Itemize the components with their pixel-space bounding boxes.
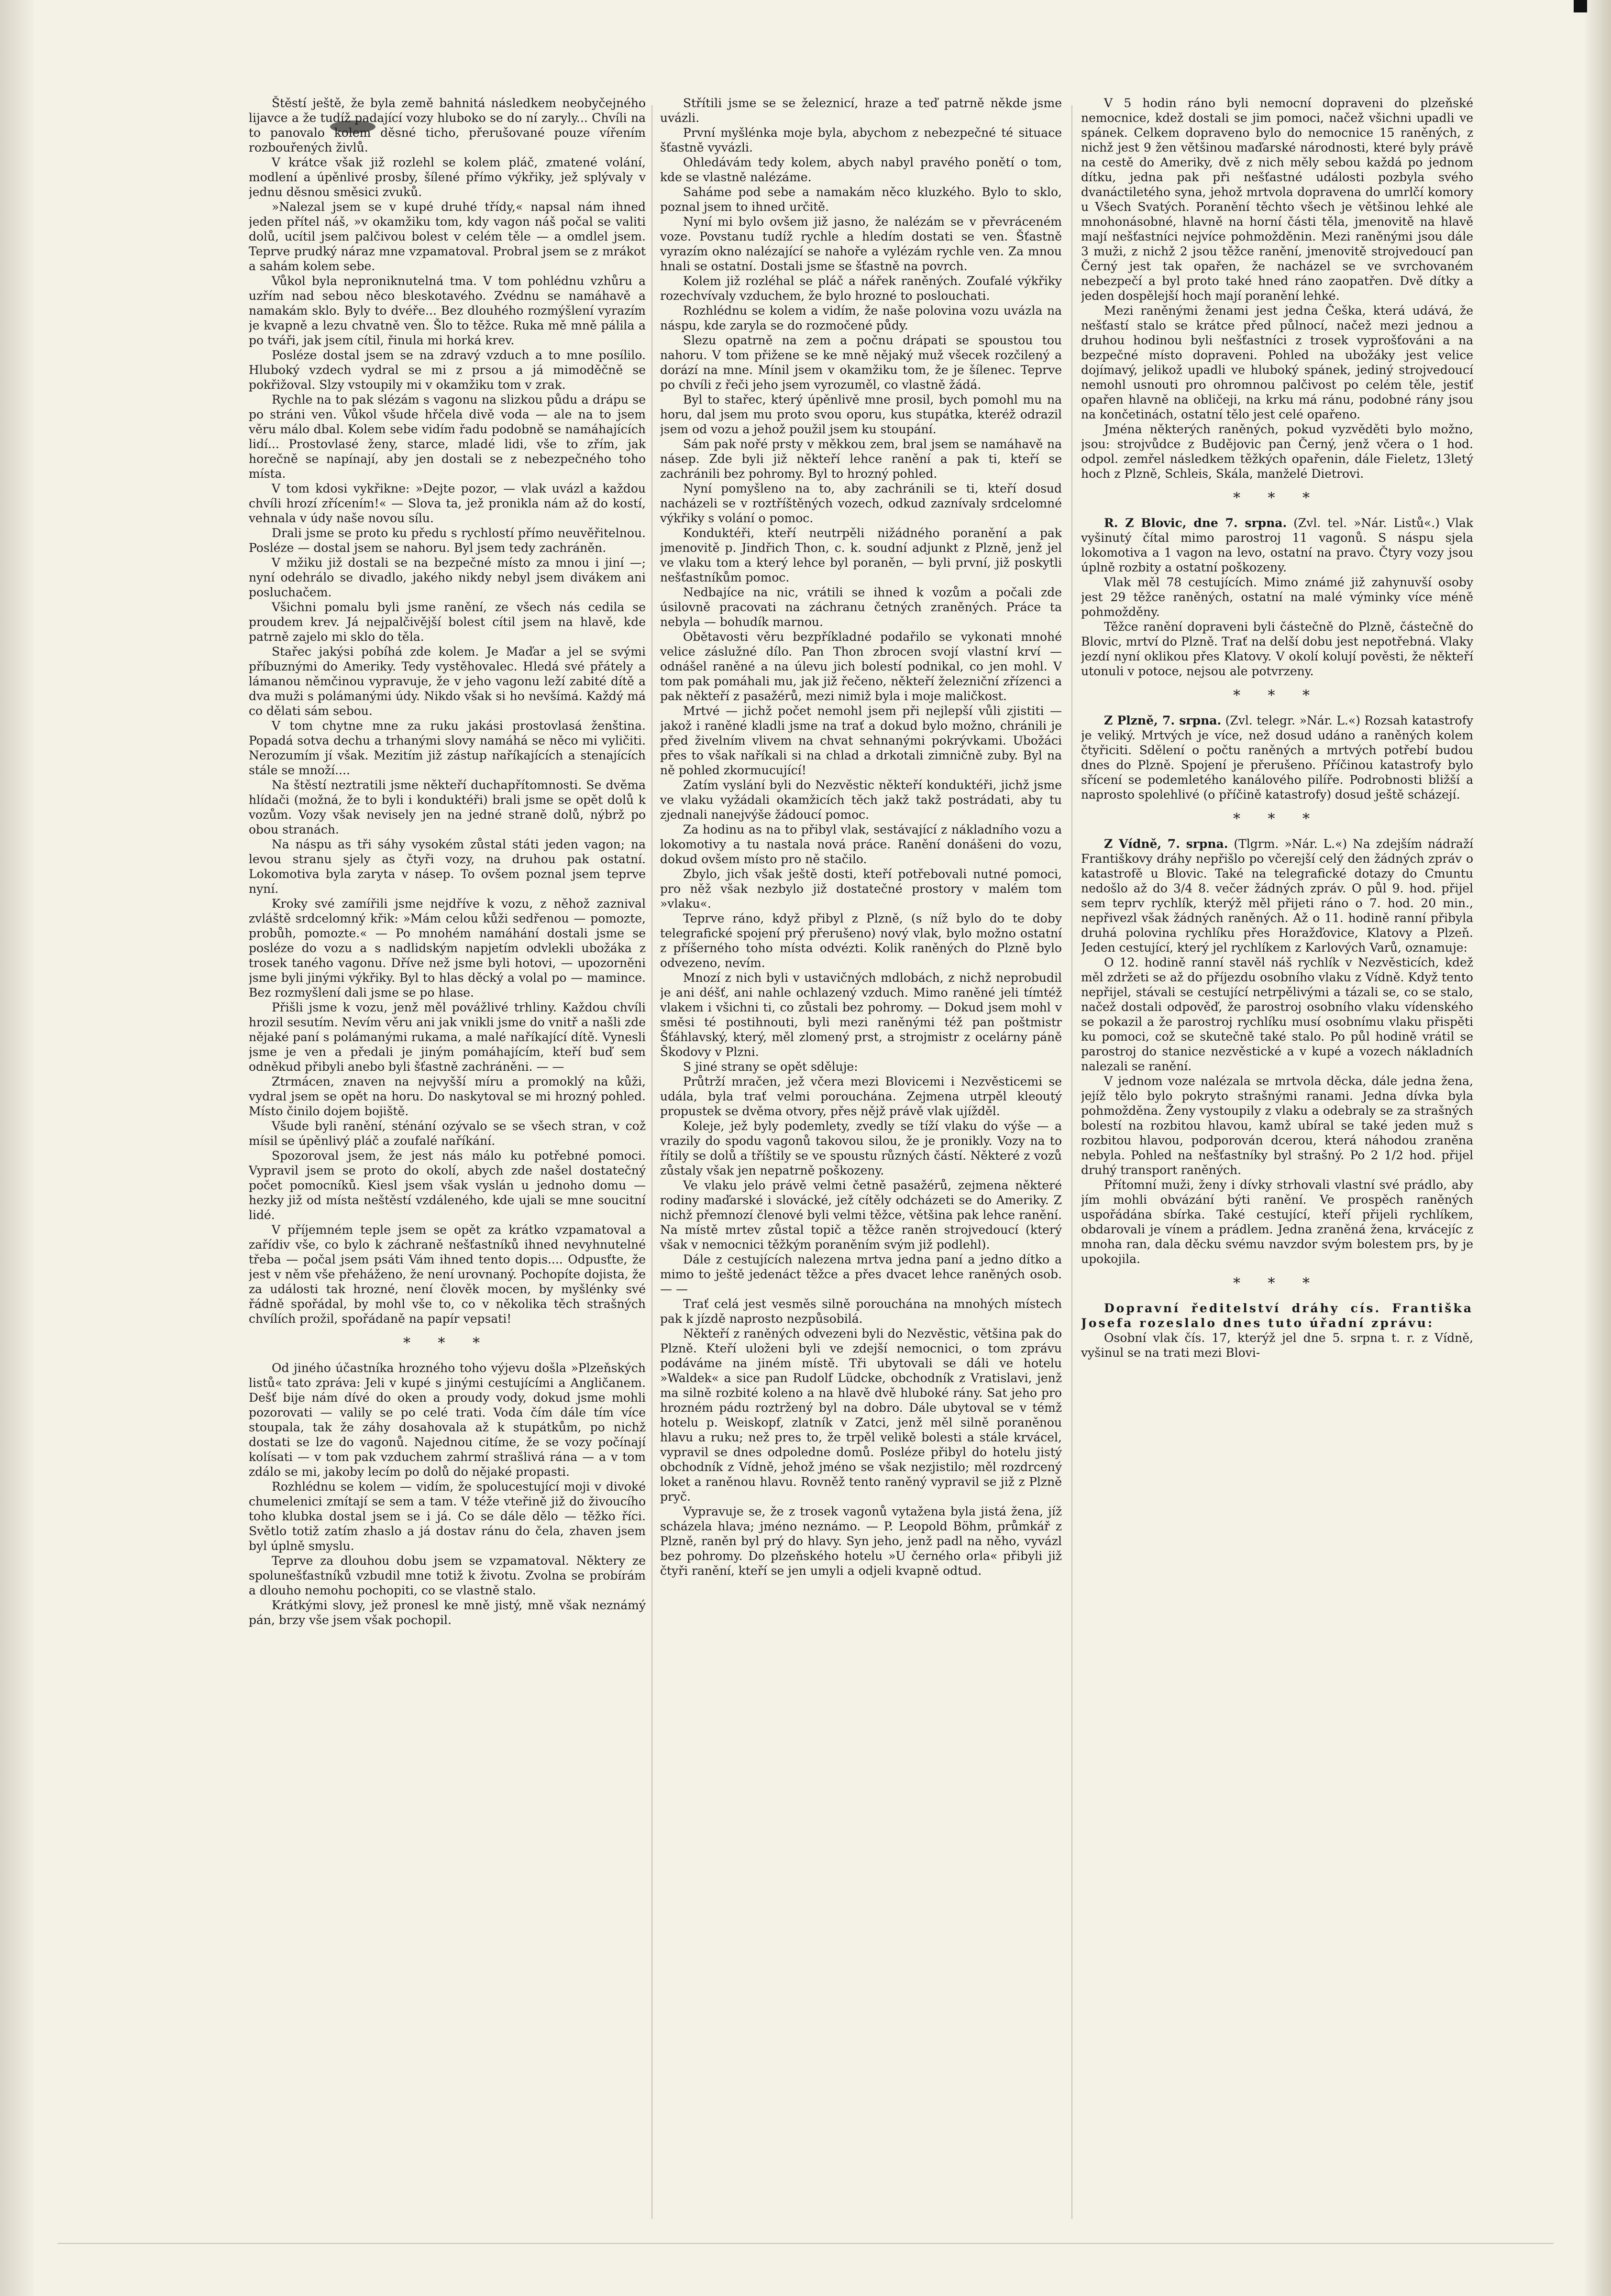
article-paragraph: Všude byli ranění, sténání ozývalo se se všech stran, v což mísil se úpěnlivý pláč a zoufalé naříkání. <box>249 1119 646 1148</box>
report-paragraph: Dopravní ředitelství dráhy cís. Františka Josefa rozeslalo dnes tuto úřadní zprávu: <box>1081 1301 1473 1330</box>
column-divider <box>1071 105 1072 2219</box>
article-paragraph: Všichni pomalu byli jsme ranění, ze všech nás cedila se proudem krev. Já nejpalčivější bolest cítil jsem na hlavě, kde patrně zajelo mi sklo do těla. <box>249 600 646 644</box>
page-edge-right <box>1585 0 1611 2296</box>
article-paragraph: Nedbajíce na nic, vrátili se ihned k vozům a počali zde úsilovně pracovati na záchranu četných zraněných. Práce ta nebyla — bohudík marnou. <box>660 585 1062 629</box>
report-paragraph: O 12. hodině ranní stavěl náš rychlík v Nezvěsticích, kdež měl zdržeti se až do příjezdu osobního vlaku z Vídně. Když tento nepřijel, stávali se cestující netrpělivými a tázali se, co se stalo, načež dostali odpověď, že parostroj osobního vlaku vídenského se pokazil a že parostroj rychlíku musí osobnímu vlaku přispěti ku pomoci, což se skutečně také stalo. Po půl hodině vrátil se parostroj do stanice nezvěstické a v kupé a vozech nákladních nalezali se ranění. <box>1081 956 1473 1073</box>
column-1 <box>249 96 646 2233</box>
article-paragraph: V krátce však již rozlehl se kolem pláč, zmatené volání, modlení a úpěnlivé prosby, šílené přímo výkřiky, jež splývaly v jednu děsnou směsici zvuků. <box>249 155 646 199</box>
article-paragraph: V tom chytne mne za ruku jakási prostovlasá ženština. Popadá sotva dechu a trhanými slovy namáhá se něco mi vyličiti. Nerozumím jí však. Mezitím již zástup naříkajících a stenajících stále se množí.... <box>249 719 646 777</box>
article-paragraph: Od jiného účastníka hrozného toho výjevu došla »Plzeňských listů« tato zpráva: Jeli v kupé s jinými cestujícími a Angličanem. Dešť bije nám dívé do oken a proudy vody, dokud jsme mohli pozorovati — valily se po celé trati. Voda čím dále tím více stoupala, tak že záhy dosahovala až k stupátkům, po nichž dostati se lze do vagonů. Najednou citíme, že se vozy počínají kolísati — v tom pak vzduchem zahrmí strašlivá rána — a v tom zdálo se mi, jakoby lecím po dolů do nějaké propasti. <box>249 1361 646 1479</box>
section-separator-stars: * * * <box>1233 1275 1322 1292</box>
article-paragraph: Byl to stařec, který úpěnlivě mne prosil, bych pomohl mu na horu, dal jsem mu proto svou oporu, kus stupátka, kteréž odrazil jsem od vozu a jehož použil jsem ku stoupání. <box>660 393 1062 436</box>
article-paragraph: V 5 hodin ráno byli nemocní dopraveni do plzeňské nemocnice, kdež dostali se jim pomoci, načež všichni upadli ve spánek. Celkem dopraveno bylo do nemocnice 15 raněných, z nichž jest 9 žen většinou maďarské národnosti, které byly právě na cestě do Ameriky, dvě z nich měly sebou každá po jednom dítku, jedna pak při nešťastné události pozbyla svého dvanáctiletého syna, jehož mrtvola dopravena do umrlčí komory u Všech Svatých. Poranění těchto všech je většinou lehké ale mnohonásobné, hlavně na horní části těla, jmenovitě na hlavě mají nešťastníci nejvíce pohmožděnin. Mezi raněnými jsou dále 3 muži, z nichž 2 jsou těžce ranění, jmenovitě strojvedoucí pan Černý jest tak opařen, že nacházel se ve svrchovaném nebezpečí a byl proto také hned ráno zaopatřen. Dvě dítky a jeden dospělejší hoch mají poranění lehké. <box>1081 96 1473 303</box>
article-paragraph: Přišli jsme k vozu, jenž měl povážlivé trhliny. Každou chvíli hrozil sesutím. Nevím věru ani jak vnikli jsme do vnitř a našli zde nějaké paní s polámanými rukama, a malé naříkající dítě. Vynesli jsme je ven a předali je jiným pomáhajícím, kteří buď sem odněkud přibyli anebo byli šťastně zachráněni. — — <box>249 1000 646 1074</box>
article-paragraph: Mnozí z nich byli v ustavičných mdlobách, z nichž neprobudil je ani déšť, ani nahle ochlazený vzduch. Mimo raněné jeli tímtéž vlakem i všichni ti, co zůstali bez pohromy. — Dokud jsem mohl v směsi té postihnouti, byli mezi raněnými též pan poštmistr Šťáhlavský, který, měl zlomený prst, a strojmistr z ocelárny páně Škodovy v Plzni. <box>660 971 1062 1059</box>
article-paragraph: Teprve za dlouhou dobu jsem se vzpamatoval. Některy ze spolunešťastníků vzbudil mne totiž k životu. Zvolna se probírám a dlouho nemohu pochopiti, co se vlastně stalo. <box>249 1554 646 1597</box>
article-paragraph: Na náspu as tři sáhy vysokém zůstal státi jeden vagon; na levou stranu sjely as čtyři vozy, na druhou pak ostatní. Lokomotiva byla zaryta v násep. To ovšem poznal jsem teprve nyní. <box>249 837 646 896</box>
article-paragraph: Ztrmácen, znaven na nejvyšší míru a promoklý na kůži, vydral jsem se opět na horu. Do naskytoval se mi hrozný pohled. Místo činilo dojem bojiště. <box>249 1075 646 1118</box>
report-text: (Zvl. telegr. »Nár. L.«) Rozsah katastrofy je veliký. Mrtvých je více, než dosud udáno a raněných kolem čtyřiciti. Sdělení o počtu raněných a mrtvých potřebí budou dnes do Plzně. Spojení je přerušeno. Příčinou katastrofy bylo sřícení se podemletého kanálového pilíře. Podrobnosti bližší a naprosto spolehlivé (o příčině katastrofy) dosud ještě scházejí. <box>1081 714 1473 802</box>
report-dateline: Z Vídně, 7. srpna. <box>1104 837 1228 851</box>
article-paragraph: Ve vlaku jelo právě velmi četně pasažérů, zejmena některé rodiny maďarské i slovácké, jež cítěly odcházeti se do Ameriky. Z nichž přemnozí členové byli velmi těžce, většina pak lehce ranění. Na místě mrtev zůstal topič a těžce raněn strojvedoucí (který však v nemocnici těžkým poraněním svým již podlehl). <box>660 1178 1062 1252</box>
report-blovice <box>1081 516 1473 679</box>
section-separator-stars: * * * <box>403 1335 492 1351</box>
report-paragraph: Osobní vlak čís. 17, kterýž jel dne 5. srpna t. r. z Vídně, vyšinul se na trati mezi Blovi- <box>1081 1331 1473 1360</box>
article-paragraph: První myšlénka moje byla, abychom z nebezpečné té situace šťastně vyvázli. <box>660 126 1062 154</box>
article-paragraph: Kolem již rozléhal se pláč a nářek raněných. Zoufalé výkřiky rozechvívaly vzduchem, že bylo hrozné to poslouchati. <box>660 274 1062 303</box>
column-3 <box>1081 96 1473 2233</box>
report-dateline: Z Plzně, 7. srpna. <box>1104 714 1222 727</box>
report-vidne <box>1081 836 1473 1266</box>
report-paragraph <box>1081 713 1473 802</box>
report-paragraph <box>1081 516 1473 575</box>
article-paragraph: Stařec jakýsi pobíhá zde kolem. Je Maďar a jel se svými příbuznými do Ameriky. Tedy vystěhovalec. Hledá své přátely a lámanou němčinou vypravuje, že v jeho vagonu leží zabité dítě a dva muži s polámanými údy. Nikdo však si ho nevšímá. Každý má co dělati sám sebou. <box>249 645 646 718</box>
article-paragraph: V tom kdosi vykřikne: »Dejte pozor, — vlak uvázl a každou chvíli hrozí zřícením!« — Slova ta, jež pronikla nám až do kostí, vehnala v údy naše novou sílu. <box>249 482 646 525</box>
article-paragraph: Zatím vyslání byli do Nezvěstic někteří konduktéři, jichž jsme ve vlaku vyžádali okamžicích těch jakž takž postrádati, aby tu zjednali nanejvýše žádoucí pomoc. <box>660 778 1062 822</box>
report-paragraph: Těžce ranění dopraveni byli částečně do Plzně, částečně do Blovic, mrtví do Plzně. Trať na delší dobu jest nepotřebná. Vlaky jezdí nyní oklikou přes Klatovy. V okolí kolují pověsti, že někteří utonuli v potoce, nejsou ale potvrzeny. <box>1081 620 1473 678</box>
article-paragraph: Zbylo, jich však ještě dosti, kteří potřebovali nutné pomoci, pro něž však nezbylo již dostatečné prostory v malém tom »vlaku«. <box>660 867 1062 911</box>
article-paragraph: V příjemném teple jsem se opět za krátko vzpamatoval a zařídiv vše, co bylo k záchraně nešťastníků ihned nevyhnutelné třeba — počal jsem psáti Vám ihned tento dopis.... Odpusťte, že jest v něm vše přeháženo, že není urovnaný. Pochopíte dojista, že za události tak hrozné, není člověk mocen, by myšlénky své řádně spořádal, by mohl vše to, co v několika těch strašných chvílích prožil, spořádaně na papír vepsati! <box>249 1223 646 1326</box>
article-paragraph: Drali jsme se proto ku předu s rychlostí přímo neuvěřitelnou. Posléze — dostal jsem se nahoru. Byl jsem tedy zachráněn. <box>249 526 646 555</box>
article-paragraph: Krátkými slovy, jež pronesl ke mně jistý, mně však neznámý pán, brzy vše jsem však pochopil. <box>249 1598 646 1627</box>
report-paragraph: Vlak měl 78 cestujících. Mimo známé již zahynuvší osoby jest 29 těžce raněných, ostatní na malé výminky více méně pohmožděny. <box>1081 575 1473 619</box>
report-paragraph: V jednom voze nalézala se mrtvola děcka, dále jedna žena, jejíž tělo bylo pokryto strašnými ranami. Jedna dívka byla pohmožděna. Ženy vystoupily z vlaku a odebraly se za strašných bolestí na rozbitou hlavou, kamž ubíral se také jeden muž s rozbitou hlavou, podporován dcerou, která náhodou zraněna nebyla. Pohled na nešťastníky byl strašný. Po 2 1/2 hod. přijel druhý transport raněných. <box>1081 1074 1473 1177</box>
article-paragraph: Vůkol byla neproniknutelná tma. V tom pohlédnu vzhůru a uzřím nad sebou něco bleskotavého. Zvédnu se namáhavě a namakám sklo. Byly to dvéře... Bez dlouhého rozmýšlení vyrazím je kvapně a lezu chvatně ven. Šlo to těžce. Ruka mě mně pálila a po tváři, jak jsem cítil, řinula mi horká krev. <box>249 274 646 347</box>
article-paragraph: Slezu opatrně na zem a počnu drápati se spoustou tou nahoru. V tom přižene se ke mně nějaký muž všecek rozčilený a dorází na mne. Mínil jsem v okamžiku tom, že je šílenec. Teprve po chvíli z řeči jeho jsem vyrozuměl, co vlastně žádá. <box>660 333 1062 392</box>
article-paragraph: Dále z cestujících nalezena mrtva jedna paní a jedno dítko a mimo to ještě jedenáct těžce a přes dvacet lehce raněných osob. — — <box>660 1252 1062 1296</box>
article-paragraph: Saháme pod sebe a namakám něco kluzkého. Bylo to sklo, poznal jsem to ihned určitě. <box>660 185 1062 214</box>
report-reditelstvi <box>1081 1301 1473 1360</box>
article-paragraph: Koleje, jež byly podemlety, zvedly se tíží vlaku do výše — a vrazily do spodu vagonů takovou silou, že je pronikly. Vozy na to řítily se dolů a tříštily se ve spoustu různých částí. Některé z vozů zůstaly však jen nepatrně poškozeny. <box>660 1119 1062 1177</box>
article-paragraph: Kroky své zamířili jsme nejdříve k vozu, z něhož zaznival zvláště srdcelomný křik: »Mám celou kůži sedřenou — pomozte, probůh, pomozte.« — Po mnohém namáhání dostali jsme se posléze do vozu a s nadlidským napjetím odvlekli ubožáka z trosek taného vagonu. Dříve než jsme byli hotovi, — upozorněni jsme byli jinými výkřiky. Byl to hlas děcký a volal po — mamince. Bez rozmyšlení dali jsme se po hlase. <box>249 897 646 1000</box>
article-paragraph: Jména některých raněných, pokud vyzvěděti bylo možno, jsou: strojvůdce z Budějovic pan Černý, jenž včera o 1 hod. odpol. zemřel následkem těžkých opařenin, dále Fieletz, 13letý hoch z Plzně, Schleis, Skála, manželé Dietrovi. <box>1081 422 1473 481</box>
article-paragraph: Vypravuje se, že z trosek vagonů vytažena byla jistá žena, jíž scházela hlava; jméno neznámo. — P. Leopold Böhm, průmkář z Plzně, raněn byl prý do hlavy. Syn jeho, jenž padl na něho, vyvázl bez pohromy. Do plzeňského hotelu »U černého orla« přibyli již čtyři ranění, kteří se jen umyli a odjeli kvapně odtud. <box>660 1505 1062 1578</box>
article-paragraph: Štěstí ještě, že byla země bahnitá následkem neobyčejného lijavce a že tudíž padající vozy hluboko se do ní zaryly... Chvíli na to panovalo kolem děsné ticho, přerušované pouze vířením rozbouřených živlů. <box>249 96 646 154</box>
page-bottom-line <box>57 2243 1554 2244</box>
report-text: (Tlgrm. »Nár. L.«) Na zdejším nádraží Františkovy dráhy nepřišlo po včerejší celý den žádných zpráv o katastrofě u Blovic. Také na telegrafické dotazy do Cmuntu nedošlo až do 3/4 8. večer žádných zpráv. O půl 9. hod. přijel sem teprv rychlík, kterýž měl přijeti ráno o 7. hod. 20 min., nepřivezl však žádných raněných. Až o 11. hodině ranní přibyla druhá polovina rychlíku přes Horažďovice, Klatovy a Plzeň. Jeden cestující, který jel rychlíkem z Karlových Varů, oznamuje: <box>1081 837 1473 955</box>
article-paragraph: Za hodinu as na to přibyl vlak, sestávající z nákladního vozu a lokomotivy a tu nastala nová práce. Ranění donášeni do vozu, dokud ovšem místo pro ně stačilo. <box>660 823 1062 866</box>
section-separator-stars: * * * <box>1233 490 1322 506</box>
article-paragraph: S jiné strany se opět sděluje: <box>683 1060 858 1074</box>
article-paragraph: Spozoroval jsem, že jest nás málo ku potřebné pomoci. Vypravil jsem se proto do okolí, abych zde našel dostatečný počet pomocníků. Kiesl jsem však vyslán u jednoho domu — hezky již od místa neštěstí vzdáleného, kde ujali se mne soucitní lidé. <box>249 1149 646 1222</box>
article-paragraph: Rozhlédnu se kolem a vidím, že naše polovina vozu uvázla na náspu, kde zaryla se do rozmočené půdy. <box>660 304 1062 332</box>
article-paragraph: Konduktéři, kteří neutrpěli nižádného poranění a pak jmenovitě p. Jindřich Thon, c. k. soudní adjunkt z Plzně, jenž jel ve vlaku tom a který lehce byl poraněn, — byli první, již poskytli nešťastníkům pomoc. <box>660 526 1062 584</box>
article-paragraph: Rychle na to pak slézám s vagonu na slizkou půdu a drápu se po stráni ven. Vůkol všude hřčela divě voda — ale na to jsem věru málo dbal. Kolem sebe vidím řadu podobně se namáhajících lidí... Prostovlasé ženy, starce, mladé lidi, vše to zřím, jak horečně se napínají, aby jen dostali se z nebezpečného toho místa. <box>249 393 646 481</box>
report-paragraph: Přítomní muži, ženy i dívky strhovali vlastní své prádlo, aby jím mohli obvázání býti ranění. Ve prospěch raněných uspořádána sbírka. Také cestující, kteří přijeli rychlíkem, obdarovali je vínem a prádlem. Jedna zraněná žena, krvácejíc z mnoha ran, dala děcku svému navzdor svým bolestem prs, by je upokojila. <box>1081 1178 1473 1266</box>
article-paragraph: Sám pak nořé prsty v měkkou zem, bral jsem se namáhavě na násep. Zde byli již někteří lehce ranění a pak ti, kteří se zachránili bez pohromy. Byl to hrozný pohled. <box>660 437 1062 481</box>
article-paragraph: Teprve ráno, když přibyl z Plzně, (s níž bylo do te doby telegrafické spojení prý přerušeno) nový vlak, bylo možno ostatní z příšerného toho místa odvézti. Kolik raněných do Plzně bylo odvezeno, nevím. <box>660 912 1062 970</box>
section-separator-stars: * * * <box>1233 811 1322 827</box>
article-paragraph: Rozhlédnu se kolem — vidím, že spolucestující moji v divoké chumelenici zmítají se sem a tam. V téže vteřině již do živoucího toho klubka dostal jsem se i já. Co se dále dělo — těžko říci. Světlo totiž zatím zhaslo a já dostav ránu do čela, zhaven jsem byl úplně smyslu. <box>249 1480 646 1553</box>
article-paragraph: Mezi raněnými ženami jest jedna Češka, která udává, že nešťastí stalo se krátce před půlnocí, načež mezi jednou a druhou hodinou byli nešťastníci z trosek vyprošťováni a na bezpečné místo dopraveni. Pohled na ubožáky jest velice dojímavý, jelikož upadli ve hluboký spánek, jediný strojvedoucí nemohl usnouti pro ohromnou palčivost po celém těle, jestiť opařen hlavně na obličeji, na krku má ránu, podobné rány jsou na končetinách, ostatní tělo jest celé opařeno. <box>1081 304 1473 421</box>
article-paragraph: Mrtvé — jichž počet nemohl jsem při nejlepší vůli zjistiti — jakož i raněné kladli jsme na trať a dokud bylo možno, chránili je před živelním vlivem na chvat sehnanými pokrývkami. Ubožáci přes to však naříkali si na chlad a drkotali zimničně zuby. Byl na ně pohled zkormucující! <box>660 704 1062 777</box>
report-text: (Zvl. tel. »Nár. Listů«.) Vlak vyšinutý čítal mimo parostroj 11 vagonů. S náspu sjela lokomotiva a 1 vagon na levo, ostatní na pravo. Čtyry vozy jsou úplně rozbity a ostatní poškozeny. <box>1081 516 1473 574</box>
report-dateline: R. Z Blovic, dne 7. srpna. <box>1104 516 1287 530</box>
article-paragraph: Střítili jsme se se železnicí, hraze a teď patrně někde jsme uvázli. <box>660 96 1062 125</box>
article-paragraph: Nyní mi bylo ovšem již jasno, že nalézám se v převráceném voze. Povstanu tudíž rychle a hledím dostati se ven. Šťastně vyrazím okno nalézající se nahoře a vylézám rychle ven. Za mnou hnali se ostatní. Dostali jsme se šťastně na povrch. <box>660 215 1062 273</box>
article-paragraph: Na štěstí neztratili jsme někteří duchapřítomnosti. Se dvěma hlídači (možná, že to byli i konduktéři) brali jsme se opět dolů k vozům. Vozy však nevisely jen na jedné straně dolů, nýbrž po obou stranách. <box>249 778 646 836</box>
article-paragraph: »Nalezal jsem se v kupé druhé třídy,« napsal nám ihned jeden přítel náš, »v okamžiku tom, kdy vagon náš počal se valiti dolů, ucítil jsem palčivou bolest v celém těle — a omdlel jsem. Teprve prudký náraz mne vzpamatoval. Probral jsem se z mrákot a sahám kolem sebe. <box>249 200 646 273</box>
section-separator-stars: * * * <box>1233 687 1322 704</box>
article-paragraph: V mžiku již dostali se na bezpečné místo za mnou i jiní —; nyní odehrálo se divadlo, jakého nikdy nebyl jsem divákem ani posluchačem. <box>249 556 646 599</box>
corner-mark <box>1574 0 1587 12</box>
article-paragraph: Ohledávám tedy kolem, abych nabyl pravého ponětí o tom, kde se vlastně nalézáme. <box>660 155 1062 184</box>
article-paragraph: Trať celá jest vesměs silně porouchána na mnohých místech pak k jízdě naprosto nezpůsobilá. <box>660 1297 1062 1326</box>
page-edge-left <box>0 0 33 2296</box>
article-paragraph: Nyní pomyšleno na to, aby zachránili se ti, kteří dosud nacházeli se v roztříštěných vozech, odkud zaznívaly srdcelomné výkřiky s volání o pomoc. <box>660 482 1062 525</box>
article-paragraph: Někteří z raněných odvezeni byli do Nezvěstic, většina pak do Plzně. Kteří uloženi byli ve zdejší nemocnici, o tom zprávu podáváme na jiném místě. Tři ubytovali se dáli ve hotelu »Waldek« a sice pan Rudolf Lüdcke, obchodník z Vratislavi, jenž ma silně rozbité koleno a na hlavě dvě hluboké rány. Sat jeho pro hrozném pádu roztržený byl na dobro. Dále ubytoval se v témž hotelu p. Weiskopf, zlatník v Zatci, jenž měl silně poraněnou hlavu a ruku; než pres to, že trpěl velikě bolesti a stále krvácel, vypravil se dnes odpoledne domů. Posléze přibyl do hotelu jistý obchodník z Vídně, jehož jméno se však nezjistilo; měl rozdrcený loket a raněnou hlavu. Rovněž tento raněný vypravil se již z Plzně pryč. <box>660 1327 1062 1504</box>
report-paragraph <box>1081 836 1473 955</box>
article-paragraph: Obětavosti věru bezpříkladné podařilo se vykonati mnohé velice záslužné dílo. Pan Thon zbrocen svojí vlastní krví — odnášel raněné a na úlevu jich bolestí podnikal, co jen mohl. V tom pak pomáhali mu, jak již řečeno, někteří železniční zřízenci a pak někteří z pasažérů, mezi nimiž byla i moje maličkost. <box>660 630 1062 703</box>
column-divider <box>651 105 652 2219</box>
article-paragraph: Průtrží mračen, jež včera mezi Blovicemi i Nezvěsticemi se udála, byla trať velmi porouchána. Zejmena utrpěl kleoutý propustek se dvěma otvory, přes nějž právě vlak ujížděl. <box>660 1075 1062 1118</box>
article-paragraph: Posléze dostal jsem se na zdravý vzduch a to mne posílilo. Hluboký vzdech vydral se mi z prsou a já mimoděčně se pokřižoval. Slzy vstoupily mi v okamžiku tom v zrak. <box>249 348 646 392</box>
column-2 <box>660 96 1062 2233</box>
report-plzen <box>1081 713 1473 802</box>
